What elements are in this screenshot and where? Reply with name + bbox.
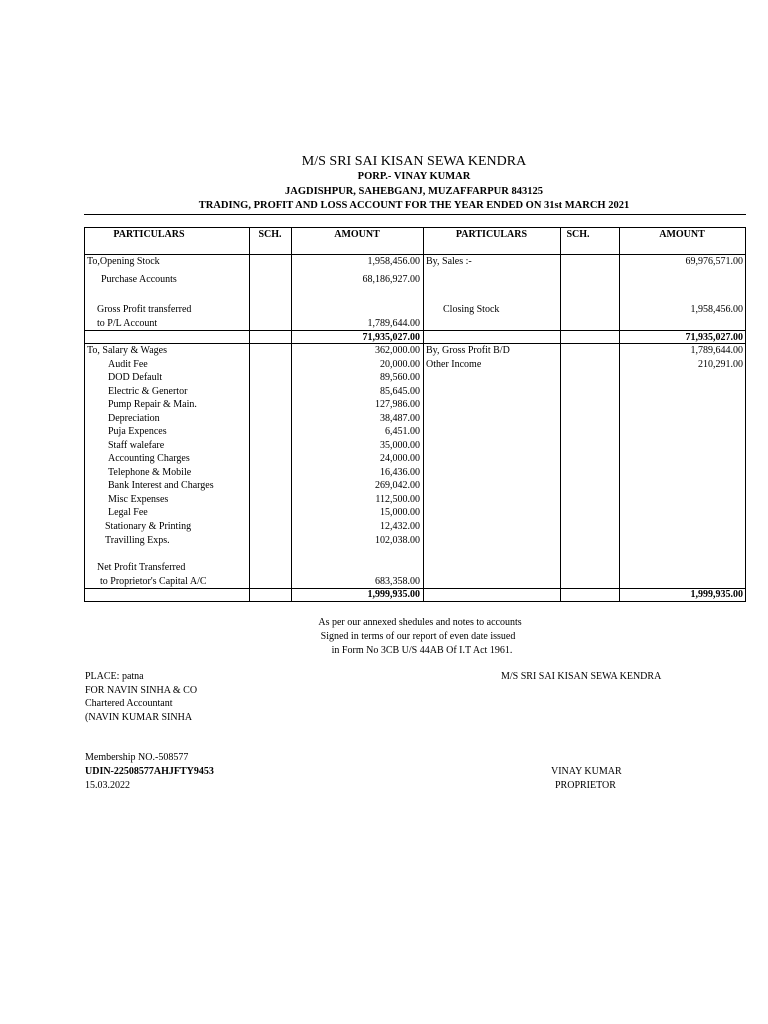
table-row-label: to P/L Account (97, 318, 158, 329)
header-rule (84, 214, 746, 215)
table-row-amount: 1,789,644.00 (367, 318, 420, 329)
membership-number: Membership NO.-508577 (85, 752, 189, 763)
firm-title: M/S SRI SAI KISAN SEWA KENDRA (301, 154, 527, 169)
table-row-amount: 20,000.00 (380, 358, 420, 370)
table-row-label: Stationary & Printing (105, 521, 192, 532)
note-line: in Form No 3CB U/S 44AB Of I.T Act 1961. (331, 645, 513, 656)
column-divider (249, 227, 250, 602)
signatory-firm: M/S SRI SAI KISAN SEWA KENDRA (501, 671, 662, 682)
trading-total-right: 71,935,027.00 (685, 332, 743, 343)
table-right-border (745, 227, 746, 602)
column-header-particulars: PARTICULARS (113, 229, 185, 240)
table-row-amount: 362,000.00 (375, 345, 420, 356)
table-row-label: By, Gross Profit B/D (426, 345, 510, 356)
table-row-label: Misc Expenses (108, 493, 169, 505)
trading-total-rule (84, 330, 746, 331)
column-header-sch: SCH. (258, 229, 282, 240)
table-row-label: to Proprietor's Capital A/C (100, 576, 207, 587)
auditor-designation: Chartered Accountant (85, 698, 173, 709)
table-row-label: By, Sales :- (426, 256, 472, 267)
table-row-label: To,Opening Stock (87, 256, 160, 267)
place: PLACE: patna (85, 671, 144, 682)
auditor-firm: FOR NAVIN SINHA & CO (85, 685, 198, 696)
udin: UDIN-22508577AHJFTY9453 (85, 766, 214, 777)
table-row-label: Gross Profit transferred (97, 304, 192, 315)
table-row-label: Other Income (426, 358, 482, 370)
table-row-label: Telephone & Mobile (108, 466, 192, 478)
table-row-amount: 683,358.00 (375, 576, 420, 587)
table-row-amount: 1,958,456.00 (367, 256, 420, 267)
table-row-label: Net Profit Transferred (97, 562, 186, 573)
table-row-amount: 68,186,927.00 (362, 274, 420, 285)
column-divider (560, 227, 561, 602)
table-row-label: To, Salary & Wages (87, 345, 167, 356)
trading-total-left: 71,935,027.00 (362, 332, 420, 343)
table-row-amount: 127,986.00 (375, 399, 420, 410)
table-top-border (84, 227, 746, 228)
table-row-label: Pump Repair & Main. (108, 399, 197, 410)
column-divider (619, 227, 620, 602)
proprietor-line: PORP.- VINAY KUMAR (357, 171, 471, 182)
signatory-designation: PROPRIETOR (555, 780, 616, 791)
table-row-amount: 24,000.00 (380, 453, 420, 464)
table-row-amount: 102,038.00 (375, 534, 420, 546)
table-row-amount: 210,291.00 (698, 358, 743, 370)
pl-total-right: 1,999,935.00 (690, 589, 743, 600)
table-row-label: Travilling Exps. (105, 534, 170, 546)
table-row-label: Staff walefare (108, 439, 165, 451)
table-row-label: Purchase Accounts (101, 274, 177, 285)
signatory-name: VINAY KUMAR (551, 766, 622, 777)
pl-total-left: 1,999,935.00 (367, 589, 420, 600)
table-row-amount: 15,000.00 (380, 507, 420, 518)
trading-end-rule (84, 343, 746, 344)
table-row-label: Legal Fee (108, 507, 148, 518)
column-header-amount: AMOUNT (659, 229, 705, 240)
table-row-amount: 89,560.00 (380, 372, 420, 383)
address-line: JAGDISHPUR, SAHEBGANJ, MUZAFFARPUR 843125 (285, 186, 543, 197)
column-divider (423, 227, 424, 602)
table-row-amount: 12,432.00 (380, 521, 420, 532)
table-row-label: Accounting Charges (108, 453, 190, 464)
auditor-name: (NAVIN KUMAR SINHA (85, 712, 193, 723)
table-row-amount: 112,500.00 (375, 493, 420, 505)
report-date: 15.03.2022 (85, 780, 130, 791)
header-row-rule (84, 254, 746, 255)
table-row-label: Electric & Genertor (108, 385, 188, 397)
table-row-label: Puja Expences (108, 426, 167, 437)
table-row-amount: 35,000.00 (380, 439, 420, 451)
table-bottom-border (84, 601, 746, 602)
table-row-label: Depreciation (108, 412, 160, 424)
table-row-amount: 1,958,456.00 (690, 304, 743, 315)
table-row-amount: 85,645.00 (380, 385, 420, 397)
column-header-sch: SCH. (566, 229, 590, 240)
column-header-particulars: PARTICULARS (455, 229, 528, 240)
table-row-amount: 16,436.00 (380, 466, 420, 478)
table-row-label: Bank Interest and Charges (108, 480, 214, 491)
statement-title: TRADING, PROFIT AND LOSS ACCOUNT FOR THE YEAR ENDED ON 31st MARCH 2021 (198, 200, 630, 211)
column-header-amount: AMOUNT (334, 229, 380, 240)
table-left-border (84, 227, 85, 602)
table-row-amount: 6,451.00 (385, 426, 420, 437)
table-row-label: Closing Stock (443, 304, 500, 315)
table-row-amount: 269,042.00 (375, 480, 420, 491)
table-row-amount: 38,487.00 (380, 412, 420, 424)
table-row-amount: 1,789,644.00 (690, 345, 743, 356)
table-row-label: DOD Default (108, 372, 163, 383)
table-row-label: Audit Fee (108, 358, 148, 370)
note-line: As per our annexed shedules and notes to accounts (318, 617, 522, 628)
note-line: Signed in terms of our report of even date issued (320, 631, 516, 642)
table-row-amount: 69,976,571.00 (685, 256, 743, 267)
